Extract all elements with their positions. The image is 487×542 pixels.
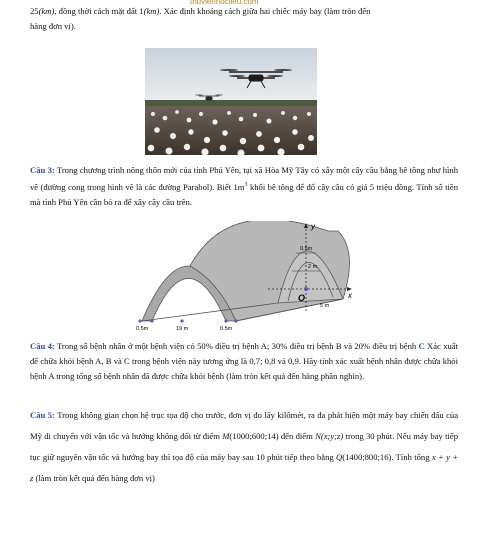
bottom-left-label: 0.5m: [136, 326, 149, 332]
top-thickness-label: 0.5m: [300, 246, 313, 252]
question-3-label: Câu 3:: [30, 165, 55, 175]
site-header: thuvienhoclieu.com: [190, 0, 259, 6]
bottom-right-label: 0.5m: [220, 326, 233, 332]
x-axis-label: x: [348, 291, 352, 300]
question-4: Câu 4: Trong số bệnh nhân ở một bệnh viện có 50% điều trị bệnh A; 30% điều trị bệnh B và 20% điều trị bệnh C Xác xuất để chữa khỏi bệnh A, B và C trong bệnh viện này tương ứng là 0,7; 0,8 và 0,9. Hãy tính xác xuất bệnh nhân được chữa khỏi bệnh A trong tổng số bệnh nhân đã được chữa khỏi bệnh (làm tròn kết quả đến hàng phần nghìn).: [30, 341, 458, 381]
question-5-label: Câu 5:: [30, 410, 55, 420]
height-label: 2 m: [308, 264, 318, 270]
question-5: Câu 5: Trong không gian chọn hệ trục tọa độ cho trước, đơn vị đo lấy kilômét, ra đa phát hiện một máy bay chiến đấu của Mỹ di chuyển với vận tốc và hướng không đổi từ điểm M(1000;600;14) đến điểm N(x;y;z) trong 30 phút. Nếu máy bay tiếp tục giữ nguyên vận tốc và hướng bay thì tọa độ của máy bay sau 10 phút tiếp theo bằng Q(1400;800;16). Tính tổng x + y + z (làm tròn kết quả đến hàng đơn vị): [30, 410, 459, 483]
bottom-mid-label: 19 m: [176, 326, 189, 332]
question-4-label: Câu 4:: [30, 341, 55, 351]
bridge-figure: [128, 221, 360, 334]
origin-label: O: [298, 293, 306, 303]
question-3: Câu 3: Trong chương trình nông thôn mới của tỉnh Phú Yên, tại xã Hòa Mỹ Tây có xây một cây cầu bằng bê tông như hình vẽ (đường cong trong hình vẽ là các đường Parabol). Biết $1m^3$ khối bê tông để đổ cây cầu có giá 5 triệu đồng. Tính số tiền mà tỉnh Phú Yên cần bỏ ra để xây cây cầu trên.: [30, 165, 458, 207]
top-paragraph: 25(km), đồng thời cách mặt đất 1(km). Xác định khoảng cách giữa hai chiếc máy bay (làm tròn đến hàng đơn vị).: [30, 6, 371, 31]
drone-field-photo: [145, 48, 317, 155]
width-label: 5 m: [320, 303, 330, 309]
y-axis-label: y: [311, 222, 315, 231]
